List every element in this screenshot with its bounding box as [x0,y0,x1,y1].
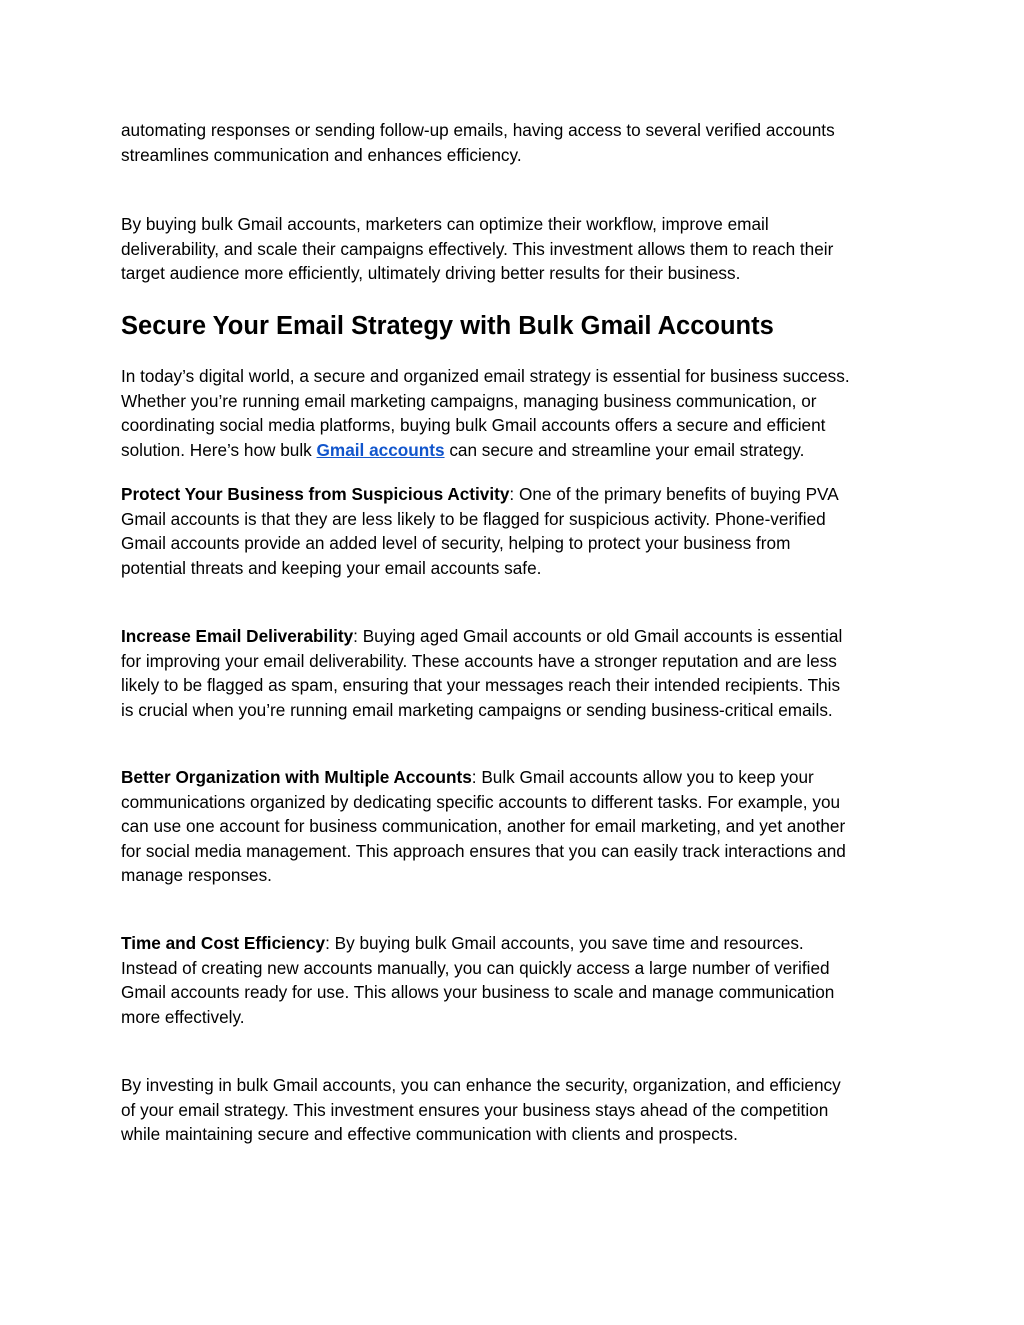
section-title: Time and Cost Efficiency [121,933,326,953]
section-heading: Secure Your Email Strategy with Bulk Gmail Accounts [121,312,774,340]
text-segment: : Buying aged Gmail accounts or old Gmail accounts is essential [353,626,843,646]
section-title: Increase Email Deliverability [121,626,354,646]
text-line: is crucial when you’re running email marketing campaigns or sending business-critical emails. [121,699,833,720]
text-line: Gmail accounts ready for use. This allows your business to scale and manage communication [121,982,835,1002]
text-line [121,624,842,649]
text-line: By investing in bulk Gmail accounts, you can enhance the security, organization, and efficiency [121,1075,841,1095]
text-line: for improving your email deliverability. These accounts have a stronger reputation and are less [121,650,837,671]
text-line: Gmail accounts is that they are less likely to be flagged for suspicious activity. Phone-verified [121,508,826,529]
text-line: Gmail accounts provide an added level of security, helping to protect your business from [121,533,791,553]
text-segment: : By buying bulk Gmail accounts, you save time and resources. [325,933,804,953]
text-line [121,931,804,956]
text-line: streamlines communication and enhances efficiency. [121,144,522,165]
text-line: Instead of creating new accounts manually, you can quickly access a large number of verified [121,957,830,978]
text-line: target audience more efficiently, ultimately driving better results for their business. [121,263,741,283]
gmail-accounts-link[interactable]: Gmail accounts [316,439,445,460]
text-line: In today’s digital world, a secure and organized email strategy is essential for business success. [121,366,850,386]
text-line: while maintaining secure and effective communication with clients and prospects. [121,1124,738,1144]
section-title: Better Organization with Multiple Accounts [121,767,472,787]
text-line: manage responses. [121,865,272,885]
text-segment: : One of the primary benefits of buying PVA [509,484,839,504]
text-line: deliverability, and scale their campaigns effectively. This investment allows them to reach their [121,238,834,259]
text-line: automating responses or sending follow-up emails, having access to several verified accounts [121,120,835,140]
text-line: of your email strategy. This investment ensures your business stays ahead of the competition [121,1099,829,1120]
text-line: more effectively. [121,1006,245,1027]
text-line [121,765,814,790]
text-line: coordinating social media platforms, buying bulk Gmail accounts offers a secure and efficient [121,415,826,435]
text-line: Whether you’re running email marketing campaigns, managing business communication, or [121,390,817,411]
text-segment: : Bulk Gmail accounts allow you to keep your [471,767,814,787]
text-line: likely to be flagged as spam, ensuring that your messages reach their intended recipients. This [121,675,841,695]
text-line: By buying bulk Gmail accounts, marketers can optimize their workflow, improve email [121,214,769,234]
text-line: for social media management. This approach ensures that you can easily track interactions and [121,840,846,861]
text-segment: solution. Here’s how bulk [121,439,317,460]
text-line: can use one account for business communication, another for email marketing, and yet another [121,816,846,836]
text-line [121,482,839,507]
text-line: communications organized by dedicating specific accounts to different tasks. For example, you [121,791,841,812]
section-title: Protect Your Business from Suspicious Activity [121,484,510,504]
text-segment: can secure and streamline your email strategy. [444,439,805,460]
text-line [121,438,804,463]
text-line: potential threats and keeping your email accounts safe. [121,557,542,578]
